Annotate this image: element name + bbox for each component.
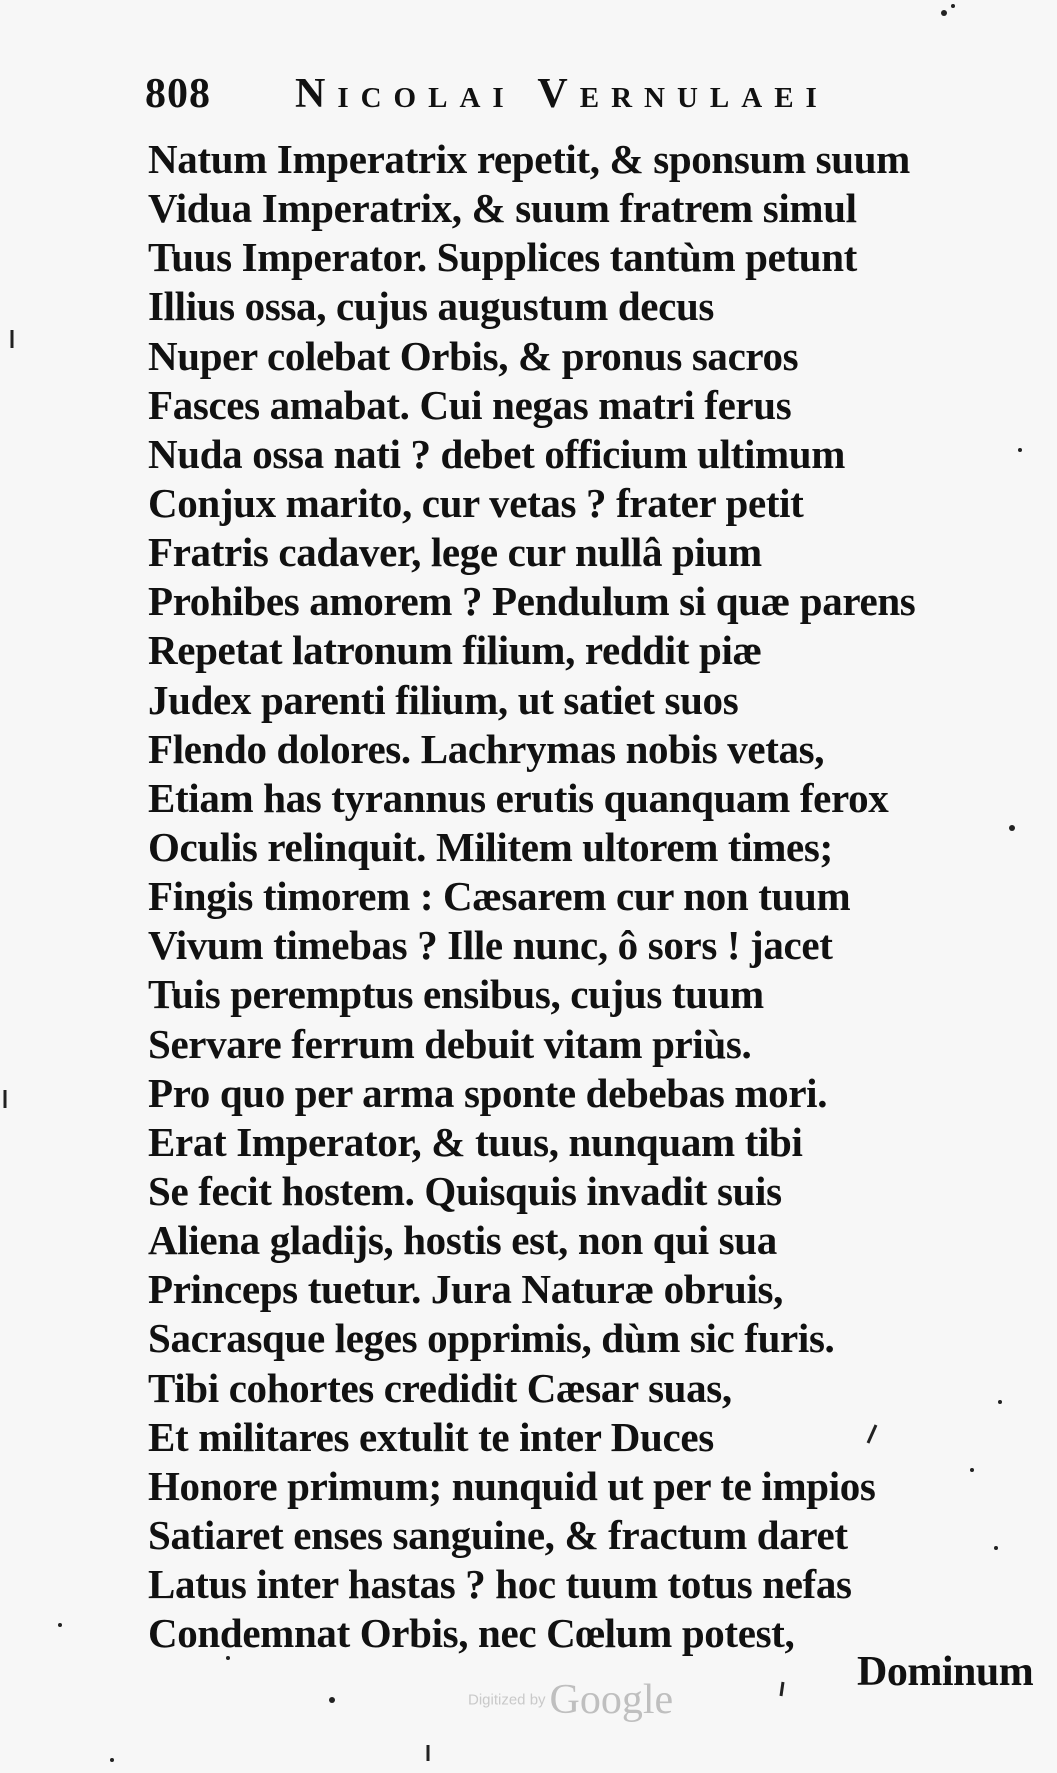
verse-line: Vidua Imperatrix, & suum fratrem simul <box>148 185 857 232</box>
digitization-watermark <box>468 1676 673 1724</box>
verse-line: Fratris cadaver, lege cur nullâ pium <box>148 529 762 576</box>
verse-line: Illius ossa, cujus augustum decus <box>148 283 715 330</box>
verse-line: Repetat latronum filium, reddit piæ <box>148 627 762 674</box>
verse-line: Nuda ossa nati ? debet officium ultimum <box>148 430 846 477</box>
page-number: 808 <box>145 71 211 117</box>
verse-line: Conjux marito, cur vetas ? frater petit <box>148 479 804 526</box>
verse-line: Etiam has tyrannus erutis quanquam ferox <box>148 774 889 821</box>
verse-line: Satiaret enses sanguine, & fractum daret <box>148 1511 848 1558</box>
verse-line: Princeps tuetur. Jura Naturæ obruis, <box>148 1266 784 1313</box>
verse-line: Se fecit hostem. Quisquis invadit suis <box>148 1167 782 1214</box>
verse-line: Nuper colebat Orbis, & pronus sacros <box>148 332 799 379</box>
watermark-brand: Google <box>549 1677 674 1723</box>
verse-line: Et militares extulit te inter Duces <box>148 1413 714 1460</box>
verse-line: Pro quo per arma sponte debebas mori. <box>148 1069 828 1116</box>
verse-line: Vivum timebas ? Ille nunc, ô sors ! jacet <box>148 922 833 969</box>
watermark-prefix: Digitized by <box>468 1691 546 1709</box>
verse-line: Honore primum; nunquid ut per te impios <box>148 1462 876 1509</box>
verse-line: Erat Imperator, & tuus, nunquam tibi <box>148 1118 803 1165</box>
verse-line: Condemnat Orbis, nec Cœlum potest, <box>148 1610 795 1657</box>
catchword: Dominum <box>857 1649 1034 1695</box>
verse-line: Sacrasque leges opprimis, dùm sic furis. <box>148 1315 835 1362</box>
verse-line: Judex parenti filium, ut satiet suos <box>148 676 739 723</box>
verse-line: Flendo dolores. Lachrymas nobis vetas, <box>148 725 825 772</box>
verse-line: Oculis relinquit. Militem ultorem times; <box>148 823 833 870</box>
verse-line: Latus inter hastas ? hoc tuum totus nefas <box>148 1561 852 1608</box>
verse-line: Fasces amabat. Cui negas matri ferus <box>148 381 792 428</box>
verse-line: Tuis peremptus ensibus, cujus tuum <box>148 971 764 1018</box>
verse-line: Fingis timorem : Cæsarem cur non tuum <box>148 873 851 920</box>
verse-line: Tibi cohortes credidit Cæsar suas, <box>148 1364 732 1411</box>
page-header <box>145 70 945 130</box>
running-head: Nicolai Vernulaei <box>295 71 829 117</box>
verse-line: Prohibes amorem ? Pendulum si quæ parens <box>148 578 916 625</box>
verse-line: Natum Imperatrix repetit, & sponsum suum <box>148 136 910 182</box>
verse-line: Aliena gladijs, hostis est, non qui sua <box>148 1217 777 1264</box>
verse-line: Servare ferrum debuit vitam priùs. <box>148 1020 752 1067</box>
verse-line: Tuus Imperator. Supplices tantùm petunt <box>148 234 857 281</box>
verse-block <box>148 135 978 1658</box>
